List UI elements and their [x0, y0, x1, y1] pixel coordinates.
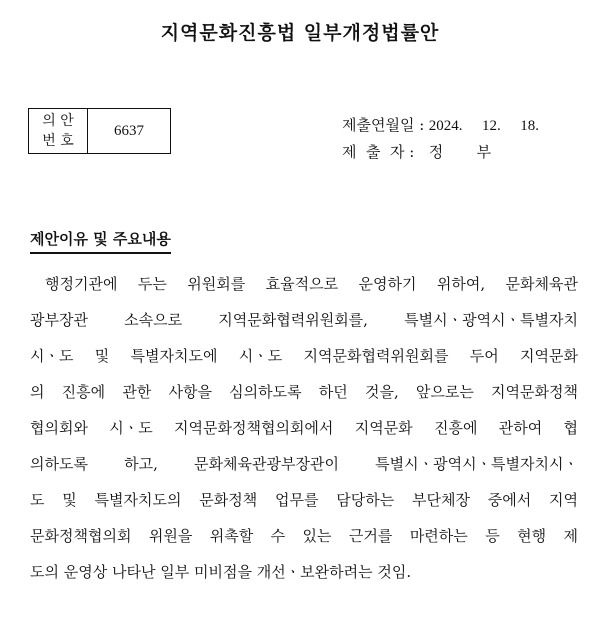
body-line: 도의 운영상 나타난 일부 미비점을 개선ㆍ보완하려는 것임.	[30, 563, 412, 581]
body-line: 도 및 특별자치도의 문화정책 업무를 담당하는 부단체장 중에서 지역	[30, 491, 578, 509]
body-line: 의하도록 하고, 문화체육관광부장관이 특별시ㆍ광역시ㆍ특별자치시ㆍ	[30, 455, 578, 473]
submission-date-row	[342, 112, 539, 139]
body-line: 광부장관 소속으로 지역문화협력위원회를, 특별시ㆍ광역시ㆍ특별자치	[30, 311, 578, 329]
body-line: 행정기관에 두는 위원회를 효율적으로 운영하기 위하여, 문화체육관	[45, 275, 578, 293]
bill-number-box	[28, 108, 171, 154]
body-line: 문화정책협의회 위원을 위촉할 수 있는 근거를 마련하는 등 현행 제	[30, 527, 578, 545]
body-line: 의 진흥에 관한 사항을 심의하도록 하던 것을, 앞으로는 지역문화정책	[30, 383, 578, 401]
submitter-value: 정 부	[428, 143, 492, 161]
body-line: 협의회와 시ㆍ도 지역문화정책협의회에서 지역문화 진흥에 관하여 협	[30, 419, 578, 437]
submission-date-value: 2024. 12. 18.	[428, 118, 540, 134]
submitter-row	[342, 139, 539, 165]
submitter-label: 제 출 자 :	[342, 143, 415, 161]
section-heading: 제안이유 및 주요내용	[30, 228, 171, 254]
submission-date-label: 제출연월일 :	[342, 116, 425, 134]
body-line: 시ㆍ도 및 특별자치도에 시ㆍ도 지역문화협력위원회를 두어 지역문화	[30, 347, 578, 365]
bill-number-label	[29, 109, 88, 154]
bill-number-label-line2: 번 호	[42, 133, 74, 149]
bill-number-value: 6637	[88, 109, 171, 154]
proposal-body	[30, 273, 578, 597]
document-title: 지역문화진흥법 일부개정법률안	[160, 22, 440, 44]
bill-number-label-line1: 의 안	[42, 113, 74, 129]
submission-meta	[342, 112, 539, 165]
